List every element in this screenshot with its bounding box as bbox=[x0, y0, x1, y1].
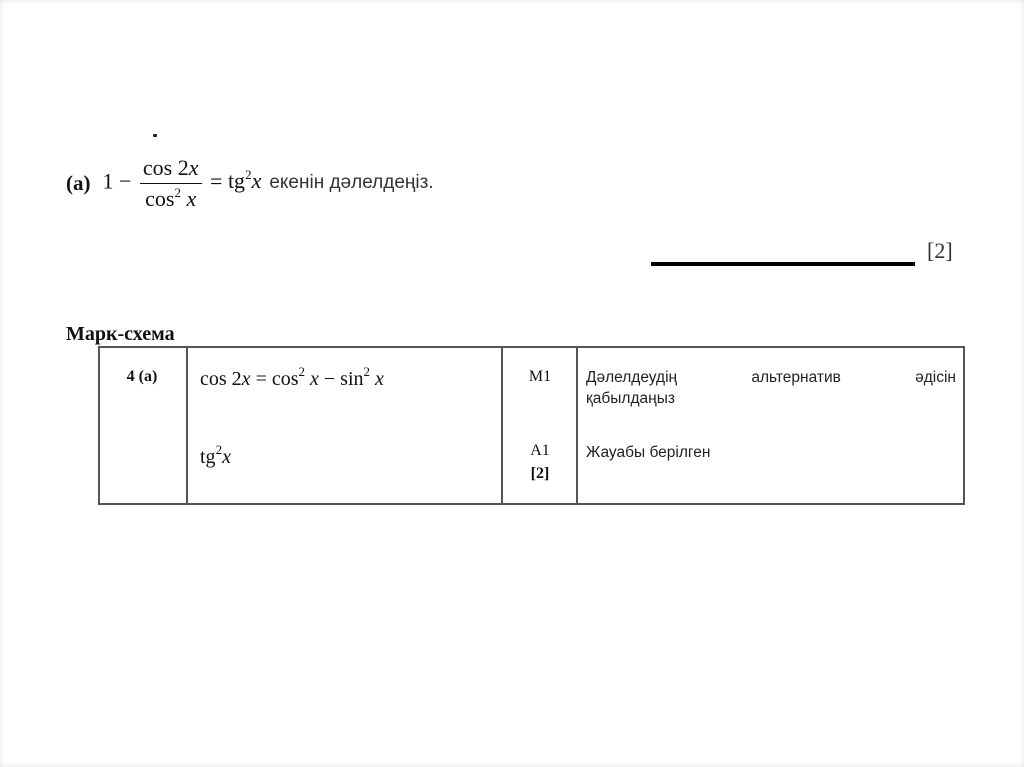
problem-instruction: екенін дәлелдеңіз. bbox=[269, 172, 434, 193]
rhs-tangent: $tg^2x$ bbox=[227, 167, 262, 194]
scheme-note-2: Жауабы берілген bbox=[586, 444, 711, 461]
answer-line bbox=[651, 262, 915, 266]
fraction bbox=[140, 155, 202, 212]
lhs-one: 1 bbox=[102, 168, 114, 194]
part-label: (a) bbox=[66, 170, 91, 195]
mark-code-a1: A1 bbox=[530, 442, 550, 459]
scheme-step-2: $tg^2x$ bbox=[200, 442, 231, 468]
marks-total: [2] bbox=[927, 238, 953, 263]
stray-dot bbox=[153, 134, 157, 137]
problem-statement bbox=[66, 148, 434, 218]
scheme-note-1 bbox=[586, 367, 956, 409]
row-total-marks: [2] bbox=[530, 465, 550, 482]
fraction-denominator: $\cos^2 x$ bbox=[145, 184, 197, 211]
fraction-numerator: cos 2x bbox=[140, 155, 202, 184]
mark-scheme-heading: Марк-схема bbox=[66, 323, 175, 345]
table-right-border bbox=[963, 346, 965, 505]
identity-formula bbox=[103, 155, 262, 212]
scheme-note-1-line-2: қабылдаңыз bbox=[586, 390, 675, 407]
table-top-border bbox=[98, 346, 965, 348]
minus-sign: − bbox=[119, 168, 132, 194]
mark-code-m1: M1 bbox=[528, 368, 552, 385]
equals-sign: = bbox=[210, 168, 223, 194]
scheme-step-1: $\cos 2x = \cos^2 x - \sin^2 x$ bbox=[200, 364, 384, 390]
mark-scheme-table bbox=[98, 346, 965, 505]
table-bottom-border bbox=[98, 503, 965, 505]
question-number: 4 (a) bbox=[126, 368, 158, 385]
scheme-note-1-line-1: Дәлелдеудің альтернатив әдісін bbox=[586, 369, 956, 386]
column-divider bbox=[186, 346, 188, 505]
